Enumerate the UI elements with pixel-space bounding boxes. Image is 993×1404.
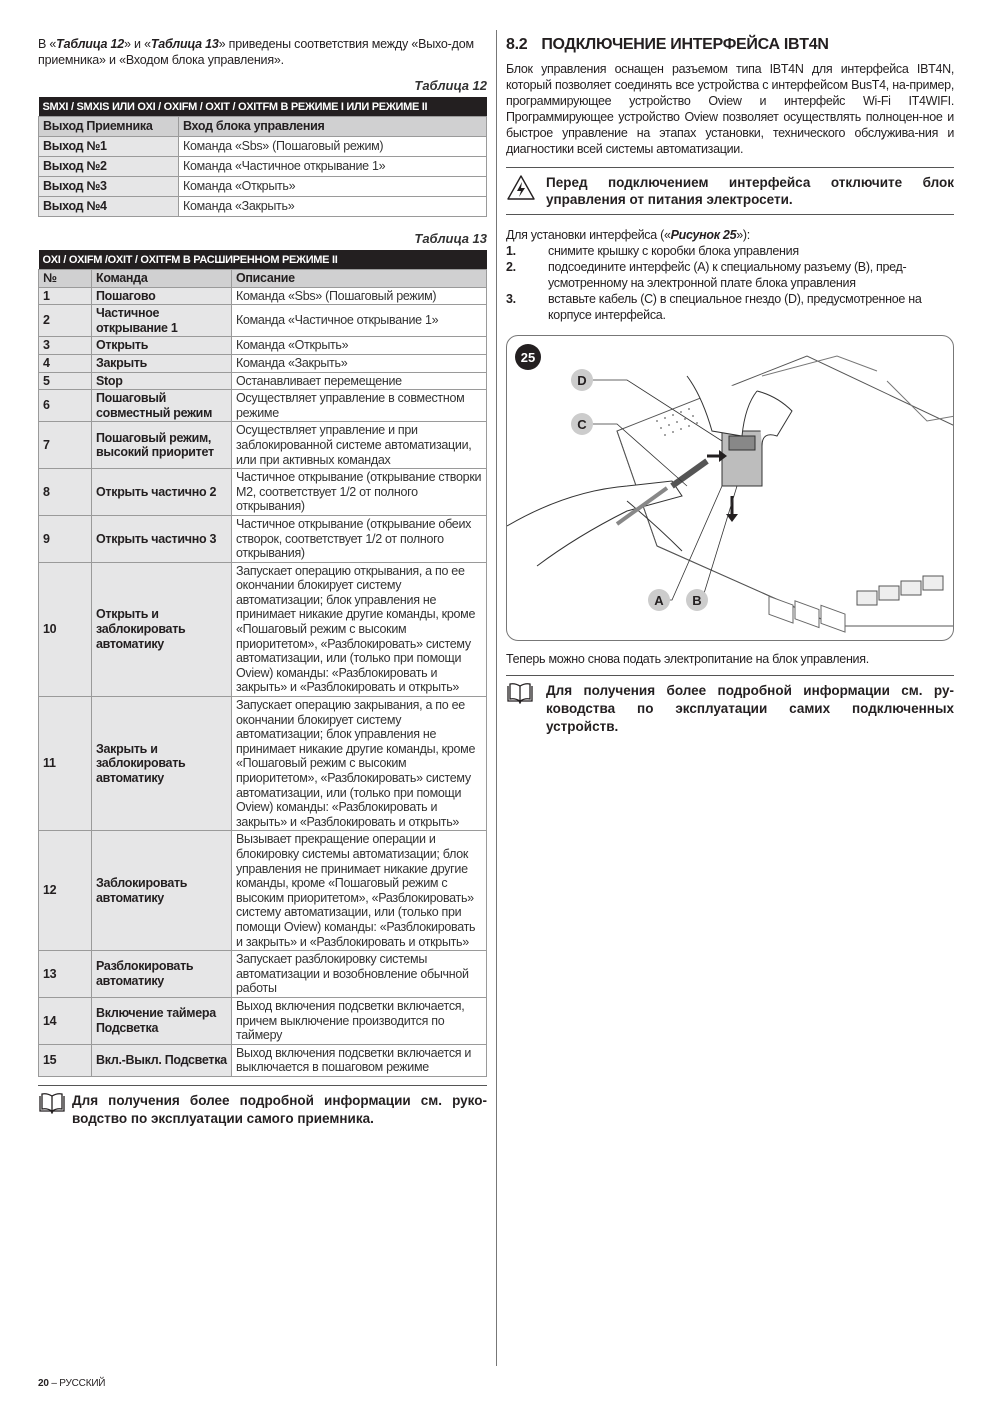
command-description: Команда «Закрыть» — [232, 354, 487, 372]
command-name: Открыть и заблокировать автоматику — [92, 562, 232, 696]
book-icon — [38, 1092, 72, 1117]
table12-row — [39, 197, 487, 217]
control-input: Команда «Sbs» (Пошаговый режим) — [179, 137, 487, 157]
command-name: Пошаговый режим, высокий приоритет — [92, 422, 232, 469]
row-number: 7 — [39, 422, 92, 469]
receiver-output: Выход №1 — [39, 137, 179, 157]
steps-intro: Для установки интерфейса («Рисунок 25»): — [506, 228, 750, 242]
receiver-output: Выход №2 — [39, 157, 179, 177]
left-column — [38, 36, 487, 1128]
table13-row — [39, 1044, 487, 1076]
row-number: 8 — [39, 469, 92, 516]
row-number: 1 — [39, 287, 92, 305]
row-number: 12 — [39, 831, 92, 951]
command-name: Разблокировать автоматику — [92, 951, 232, 998]
table13-row — [39, 951, 487, 998]
label-c: C — [577, 417, 587, 432]
table13-col-num: № — [39, 270, 92, 288]
install-steps — [506, 243, 954, 323]
command-description: Выход включения подсветки включается, причем выключение производится по таймеру — [232, 997, 487, 1044]
warning-box: Перед подключением интерфейса отключите блок управления от питания электросети. — [506, 167, 954, 215]
label-a: A — [654, 593, 664, 608]
row-number: 14 — [39, 997, 92, 1044]
table13-row — [39, 422, 487, 469]
command-description: Вызывает прекращение операции и блокировку системы автоматизации; блок управления не принимает никакие другие команды, кроме «Пошаговый режим с высоким приоритетом», «Разблокировать» систему автоматизации, или (только при помощи Oview) команды: «Разблокировать и закрыть» и «Разблокировать и открыть» — [232, 831, 487, 951]
table13-row — [39, 372, 487, 390]
control-input: Команда «Закрыть» — [179, 197, 487, 217]
command-name: Открыть частично 2 — [92, 469, 232, 516]
table13-row — [39, 515, 487, 562]
command-name: Пошагово — [92, 287, 232, 305]
command-description: Частичное открывание (открывание обеих створок, соответствует 1/2 от полного открывания) — [232, 515, 487, 562]
command-name: Пошаговый совместный режим — [92, 390, 232, 422]
row-number: 9 — [39, 515, 92, 562]
command-name: Частичное открывание 1 — [92, 305, 232, 337]
table13-row — [39, 390, 487, 422]
table13-row — [39, 305, 487, 337]
page-footer: 20 – РУССКИЙ — [38, 1378, 106, 1389]
table12-row — [39, 137, 487, 157]
row-number: 10 — [39, 562, 92, 696]
command-description: Останавливает перемещение — [232, 372, 487, 390]
table12-col-output: Выход Приемника — [39, 117, 179, 137]
table-13 — [38, 250, 487, 1077]
row-number: 5 — [39, 372, 92, 390]
table13-row — [39, 997, 487, 1044]
intro-paragraph: В «Таблица 12» и «Таблица 13» приведены соответствия между «Выхо-дом приемника» и «Входом блока управления». — [38, 37, 474, 67]
command-description: Запускает операцию открывания, а по ее окончании блокирует систему автоматизации; блок управления не принимает никакие другие команды, кроме «Пошаговый режим с высоким приоритетом», «Разблокировать» систему автоматизации, или (только при помощи Oview) команды: «Разблокировать и закрыть» и «Разблокировать и открыть» — [232, 562, 487, 696]
command-description: Команда «Sbs» (Пошаговый режим) — [232, 287, 487, 305]
label-d: D — [577, 373, 587, 388]
table13-row — [39, 469, 487, 516]
right-column — [506, 36, 954, 736]
row-number: 4 — [39, 354, 92, 372]
table12-col-input: Вход блока управления — [179, 117, 487, 137]
command-name: Открыть — [92, 337, 232, 355]
ibt4n-description: Блок управления оснащен разъемом типа IBT4N для интерфейса IBT4N, который позволяет соединять все устройства с интерфейсом BusT4, на-пример, программирующее устройство Oview и интерфейс Wi-Fi IT4WIFI. Программирующее устройство Oview позволяет осуществлять полноцен-ное и быстрое управление на этапах установки, технического обслужива-ния и диагностики всей системы автоматизации. — [506, 62, 954, 156]
control-input: Команда «Частичное открывание 1» — [179, 157, 487, 177]
command-description: Осуществляет управление и при заблокированной системе автоматизации, или при активных командах — [232, 422, 487, 469]
command-name: Открыть частично 3 — [92, 515, 232, 562]
command-description: Команда «Частичное открывание 1» — [232, 305, 487, 337]
step-item: 3. вставьте кабель (C) в специальное гнездо (D), предусмотренное на корпусе интерфейса. — [506, 292, 922, 322]
table12-row — [39, 177, 487, 197]
table13-row — [39, 337, 487, 355]
row-number: 15 — [39, 1044, 92, 1076]
table12-title: SMXI / SMXIS ИЛИ OXI / OXIFM / OXIT / OXITFM В РЕЖИМЕ I ИЛИ РЕЖИМЕ II — [39, 97, 487, 117]
command-description: Частичное открывание (открывание створки М2, соответствует 1/2 от полного открывания) — [232, 469, 487, 516]
table13-row — [39, 562, 487, 696]
row-number: 3 — [39, 337, 92, 355]
control-input: Команда «Открыть» — [179, 177, 487, 197]
table13-row — [39, 697, 487, 831]
receiver-output: Выход №3 — [39, 177, 179, 197]
figure-number: 25 — [520, 350, 536, 365]
step-item: 1. снимите крышку с коробки блока управления — [506, 244, 799, 258]
table13-title: OXI / OXIFM /OXIT / OXITFM В РАСШИРЕННОМ РЕЖИМЕ II — [39, 250, 487, 270]
label-b: B — [692, 593, 702, 608]
command-description: Запускает разблокировку системы автоматизации и возобновление обычной работы — [232, 951, 487, 998]
receiver-output: Выход №4 — [39, 197, 179, 217]
devices-manual-note: Для получения более подробной информации см. ру-ководства по эксплуатации самих подключенных устройств. — [506, 675, 954, 736]
table13-row — [39, 287, 487, 305]
command-name: Заблокировать автоматику — [92, 831, 232, 951]
figure-25 — [506, 335, 954, 641]
table13-row — [39, 831, 487, 951]
command-name: Закрыть и заблокировать автоматику — [92, 697, 232, 831]
table13-col-description: Описание — [232, 270, 487, 288]
command-name: Включение таймера Подсветка — [92, 997, 232, 1044]
command-description: Осуществляет управление в совместном режиме — [232, 390, 487, 422]
table13-col-command: Команда — [92, 270, 232, 288]
row-number: 13 — [39, 951, 92, 998]
command-description: Выход включения подсветки включается и выключается в пошаговом режиме — [232, 1044, 487, 1076]
table-12 — [38, 97, 487, 217]
command-description: Запускает операцию закрывания, а по ее окончании блокирует систему автоматизации; блок управления не принимает никакие другие команды, кроме «Пошаговый режим с высоким приоритетом», «Разблокировать» систему автоматизации, или (только при помощи Oview) команды: «Разблокировать и закрыть» и «Разблокировать и открыть» — [232, 697, 487, 831]
command-name: Stop — [92, 372, 232, 390]
command-description: Команда «Открыть» — [232, 337, 487, 355]
column-divider — [496, 30, 497, 1366]
step-item: 2. подсоедините интерфейс (A) к специальному разъему (B), пред-усмотренному на электронной плате блока управления — [506, 260, 907, 290]
interface-connection-illustration — [507, 336, 954, 640]
section-heading: 8.2 ПОДКЛЮЧЕНИЕ ИНТЕРФЕЙСА IBT4N — [506, 36, 829, 53]
command-name: Закрыть — [92, 354, 232, 372]
high-voltage-warning-icon — [506, 174, 546, 208]
book-icon — [506, 682, 546, 736]
receiver-manual-note: Для получения более подробной информации см. руко-водство по эксплуатации самого приемника. — [38, 1085, 487, 1128]
table13-row — [39, 354, 487, 372]
power-restore-text: Теперь можно снова подать электропитание на блок управления. — [506, 652, 869, 666]
table12-row — [39, 157, 487, 177]
table13-caption: Таблица 13 — [414, 231, 487, 246]
table12-caption: Таблица 12 — [414, 78, 487, 93]
row-number: 11 — [39, 697, 92, 831]
row-number: 2 — [39, 305, 92, 337]
command-name: Вкл.-Выкл. Подсветка — [92, 1044, 232, 1076]
row-number: 6 — [39, 390, 92, 422]
